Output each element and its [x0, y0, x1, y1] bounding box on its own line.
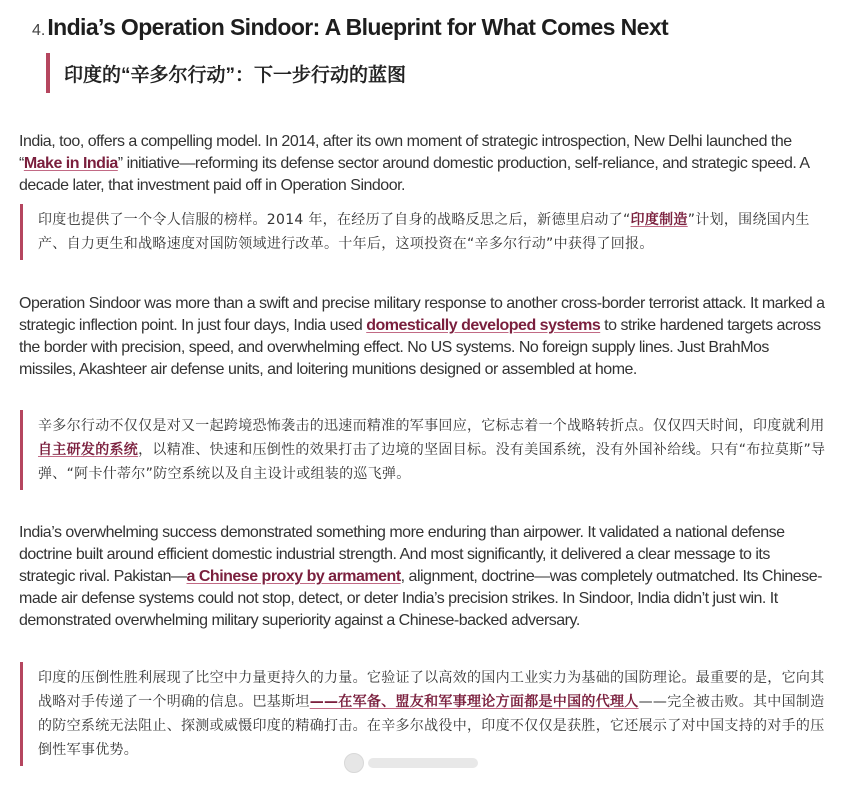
watermark-bar — [368, 758, 478, 768]
make-in-india-link[interactable]: Make in India — [23, 155, 118, 172]
section-title: India’s Operation Sindoor: A Blueprint for What Comes Next — [47, 14, 669, 40]
watermark-logo-icon — [344, 753, 364, 773]
paragraph-1-en: India, too, offers a compelling model. In 2014, after its own moment of strategic introspection, New Delhi launched the “Make in India” initiative—reforming its defense sector around domestic production, self-reliance, and strategic speed. A decade later, that investment paid off in Operation Sindoor. — [19, 133, 809, 194]
paragraph-2-en: Operation Sindoor was more than a swift and precise military response to another cross-border terrorist attack. It marked a strategic inflection point. In just four days, India used domestically developed systems to strike hardened targets across the border with precision, speed, and overwhelming effect. No US systems. No foreign supply lines. Just BrahMos missiles, Akashteer air defense units, and loitering munitions designed or assembled at home. — [19, 295, 825, 378]
section-number: 4. — [32, 22, 46, 39]
paragraph-1-cn-quote — [20, 204, 838, 260]
paragraph-2-cn: 辛多尔行动不仅仅是对又一起跨境恐怖袭击的迅速而精准的军事回应，它标志着一个战略转折点。仅仅四天时间，印度就利用自主研发的系统，以精准、快速和压倒性的效果打击了边境的坚固目标。没有美国系统，没有外国补给线。只有“布拉莫斯”导弹、“阿卡什蒂尔”防空系统以及自主设计或组装的巡飞弹。 — [38, 418, 826, 482]
chinese-proxy-link-cn[interactable]: ——在军备、盟友和军事理论方面都是中国的代理人 — [309, 694, 639, 710]
section-heading — [32, 14, 668, 41]
section-subtitle-text: 印度的“辛多尔行动”：下一步行动的蓝图 — [64, 64, 407, 86]
domestic-systems-link[interactable]: domestically developed systems — [366, 317, 601, 334]
paragraph-3-cn-quote — [20, 662, 838, 766]
domestic-systems-link-cn[interactable]: 自主研发的系统 — [38, 442, 139, 458]
paragraph-3-cn: 印度的压倒性胜利展现了比空中力量更持久的力量。它验证了以高效的国内工业实力为基础的国防理论。最重要的是，它向其战略对手传递了一个明确的信息。巴基斯坦——在军备、盟友和军事理论方面都是中国的代理人——完全被击败。其中国制造的防空系统无法阻止、探测或威慑印度的精确打击。在辛多尔战役中，印度不仅仅是获胜，它还展示了对中国支持的对手的压倒性军事优势。 — [38, 670, 825, 758]
watermark — [344, 753, 478, 773]
paragraph-1-cn: 印度也提供了一个令人信服的榜样。2014 年，在经历了自身的战略反思之后，新德里启动了“印度制造”计划，围绕国内生产、自力更生和战略速度对国防领域进行改革。十年后，这项投资在“辛多尔行动”中获得了回报。 — [38, 212, 810, 252]
section-subtitle-cn — [46, 53, 406, 93]
paragraph-2-cn-quote — [20, 410, 838, 490]
paragraph-3-en: India’s overwhelming success demonstrated something more enduring than airpower. It validated a national defense doctrine built around efficient domestic industrial strength. And most significantly, it delivered a clear message to its strategic rival. Pakistan—a Chinese proxy by armament, alignment, doctrine—was completely outmatched. Its Chinese-made air defense systems could not stop, detect, or deter India’s precision strikes. In Sindoor, India didn’t just win. It demonstrated overwhelming military superiority against a Chinese-backed adversary. — [19, 524, 822, 629]
make-in-india-link-cn[interactable]: 印度制造 — [630, 212, 688, 228]
chinese-proxy-link[interactable]: a Chinese proxy by armament — [186, 568, 401, 585]
